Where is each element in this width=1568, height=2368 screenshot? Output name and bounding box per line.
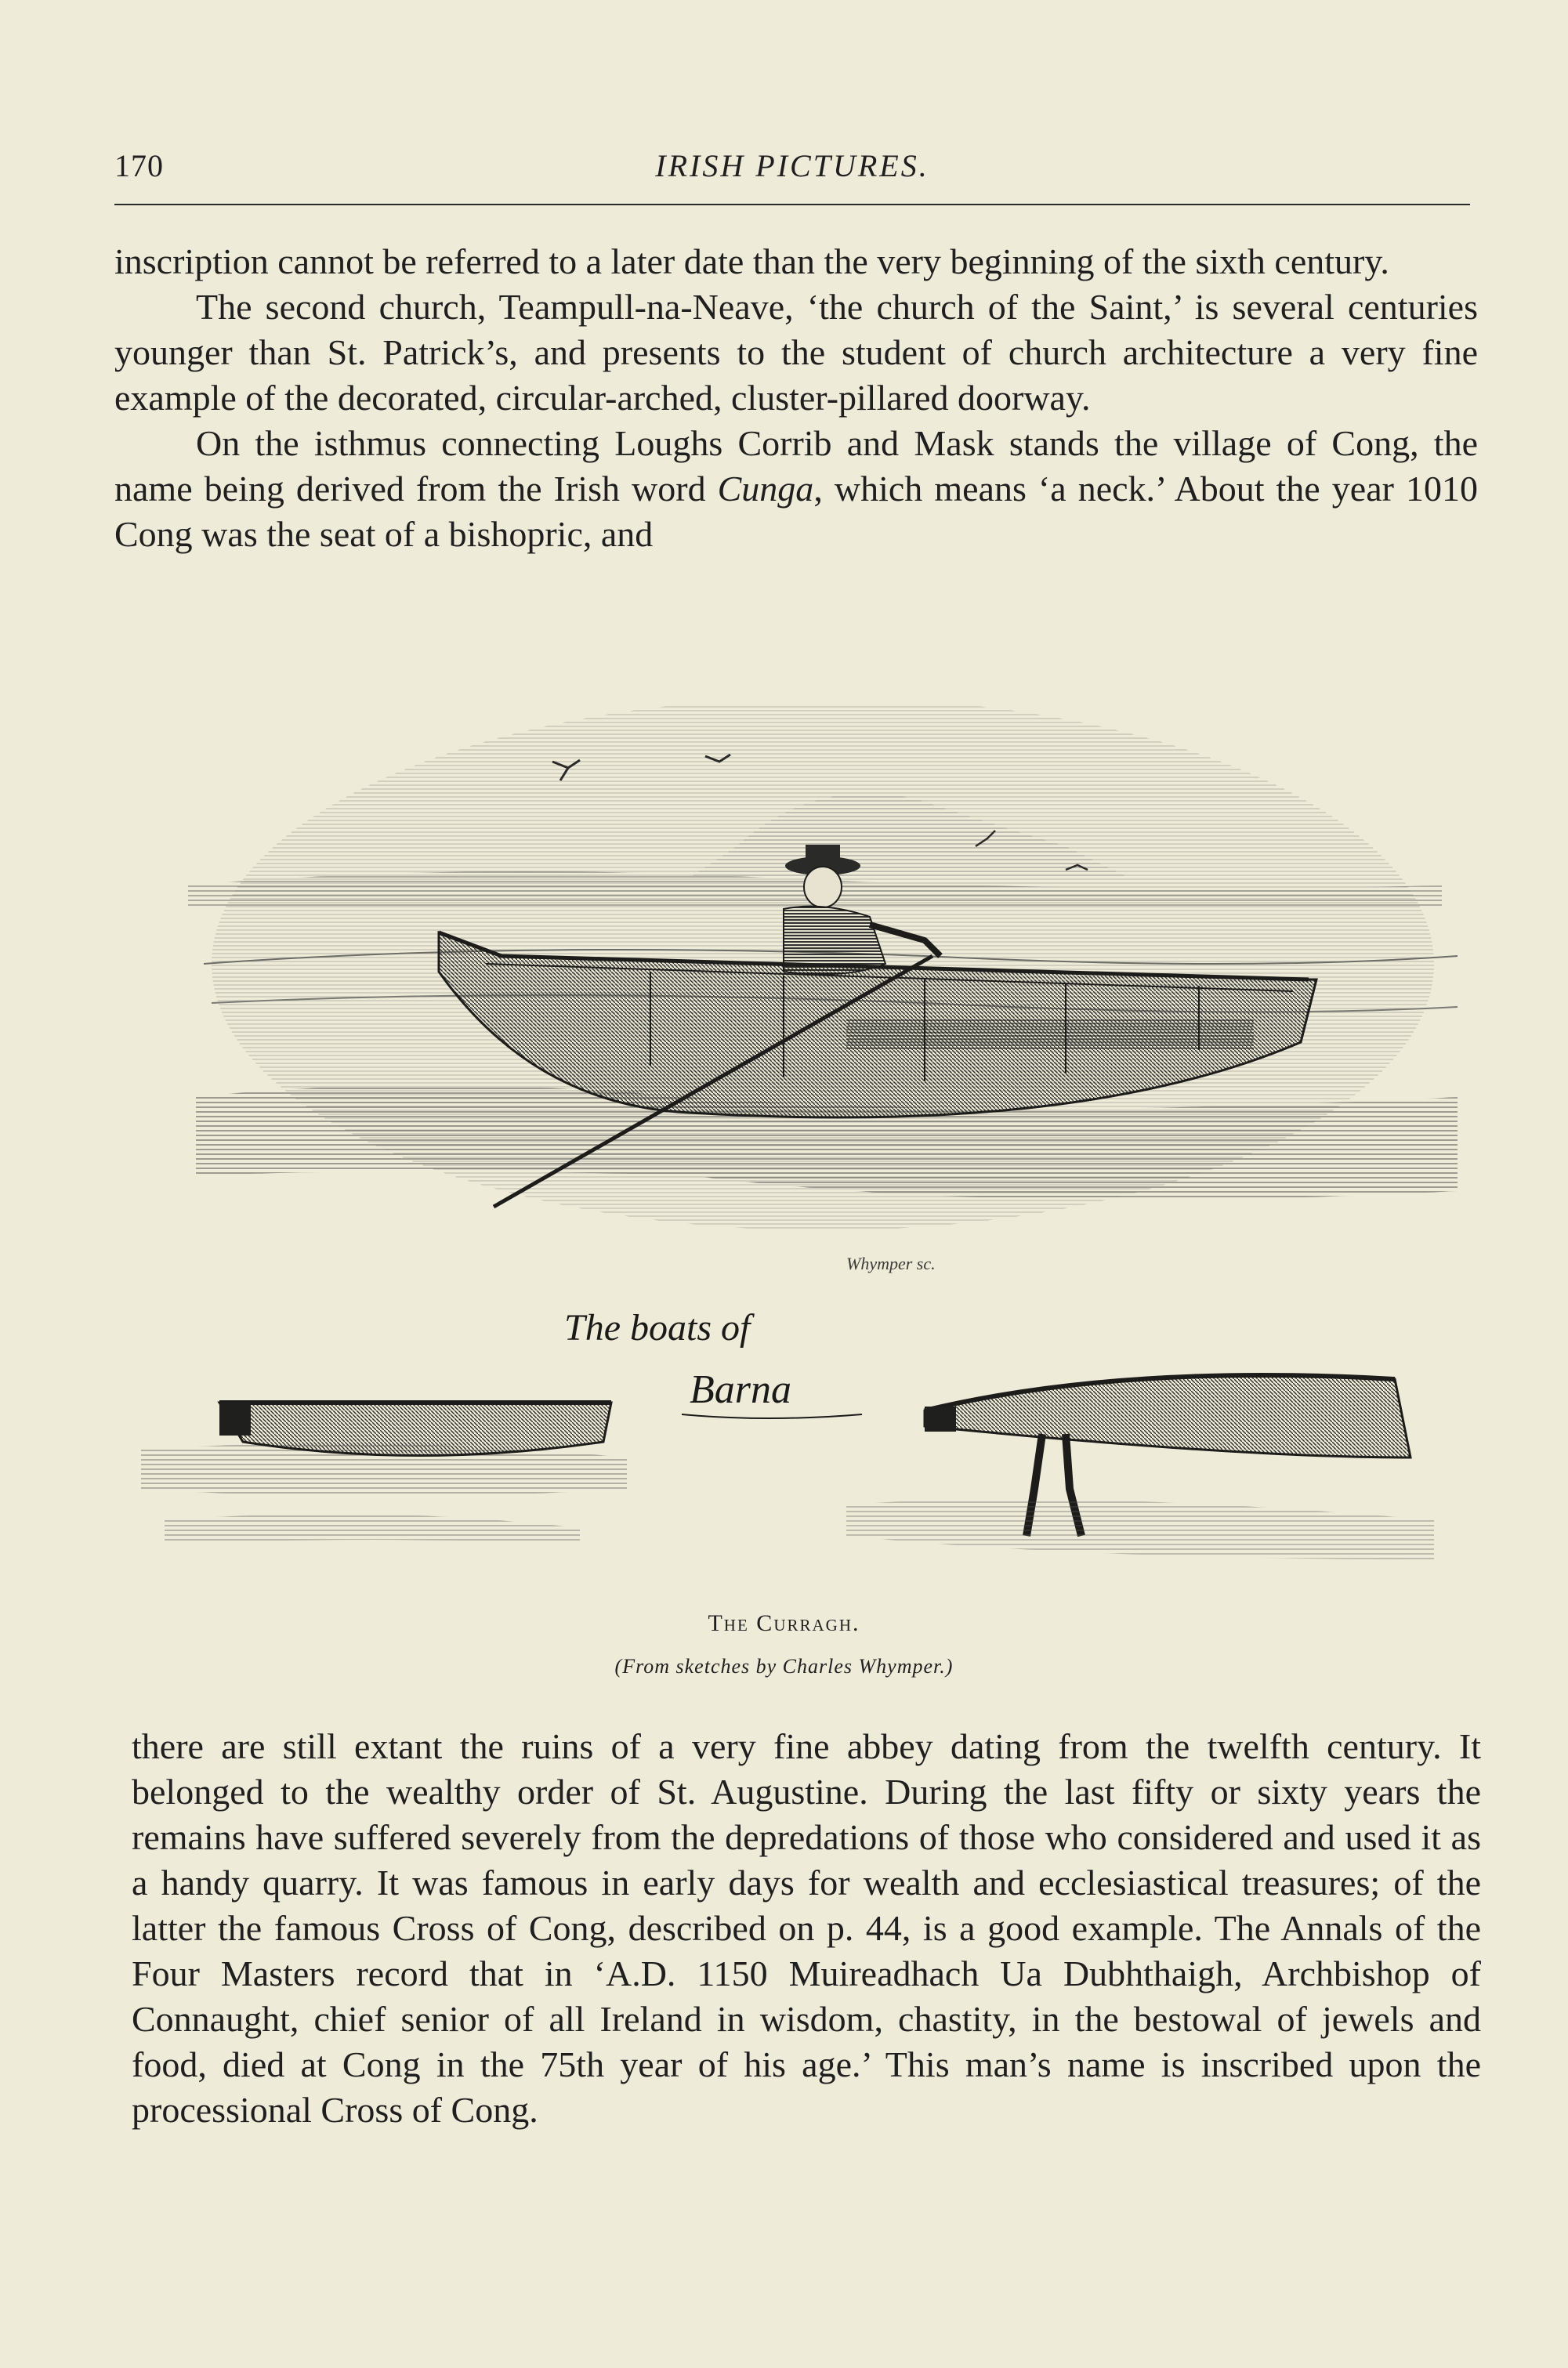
paragraph-cong-part-a: On the isthmus connecting Loughs Corrib and Mask stands the village of Cong, the name being derived from the Irish word <box>114 423 1478 509</box>
body-text-top <box>114 239 1478 557</box>
engraving-svg <box>141 705 1473 1591</box>
figure-caption-title: The Curragh. <box>708 1610 860 1636</box>
paragraph-continuation: inscription cannot be referred to a later date than the very beginning of the sixth century. <box>114 241 1389 281</box>
curragh-engraving <box>141 705 1473 1591</box>
carried-curragh-right <box>846 1375 1434 1559</box>
handwritten-label-line1: The boats of <box>564 1307 751 1349</box>
small-curragh-left <box>141 1403 627 1544</box>
running-title: IRISH PICTURES. <box>655 148 929 183</box>
paragraph-second-church: The second church, Teampull-na-Neave, ‘the church of the Saint,’ is several centuries younger than St. Patrick’s, and presents to the student of church architecture a very fine example of the decorated, circular-arched, cluster-pillared doorway. <box>114 287 1478 418</box>
handwritten-underline <box>682 1414 862 1418</box>
figure-caption-credit: (From sketches by Charles Whymper.) <box>614 1655 954 1678</box>
body-text-bottom <box>132 1724 1481 2133</box>
engraver-signature: Whymper sc. <box>846 1254 936 1273</box>
cunga-word: Cunga <box>717 469 814 509</box>
handwritten-label-line2: Barna <box>690 1367 791 1412</box>
paragraph-cong-part-b: , which means ‘a neck.’ About the year 1010 Cong was the seat of a bishopric, and <box>114 469 1478 554</box>
page-number: 170 <box>114 148 164 183</box>
running-head <box>114 147 1470 194</box>
main-scene <box>188 705 1458 1273</box>
header-rule <box>114 204 1470 205</box>
paragraph-abbey: there are still extant the ruins of a very fine abbey dating from the twelfth century. It belonged to the wealthy order of St. Augustine. During the last fifty or sixty years the remains have suffered severely from the depredations of those who considered and used it as a handy quarry. It was famous in early days for wealth and ecclesiastical treasures; of the latter the famous Cross of Cong, described on p. 44, is a good example. The Annals of the Four Masters record that in ‘A.D. 1150 Muireadhach Ua Dubhthaigh, Archbishop of Connaught, chief senior of all Ireland in wisdom, chastity, in the bestowal of jewels and food, died at Cong in the 75th year of his age.’ This man’s name is inscribed upon the processional Cross of Cong. <box>132 1726 1481 2130</box>
paragraph-cong <box>114 421 1478 557</box>
